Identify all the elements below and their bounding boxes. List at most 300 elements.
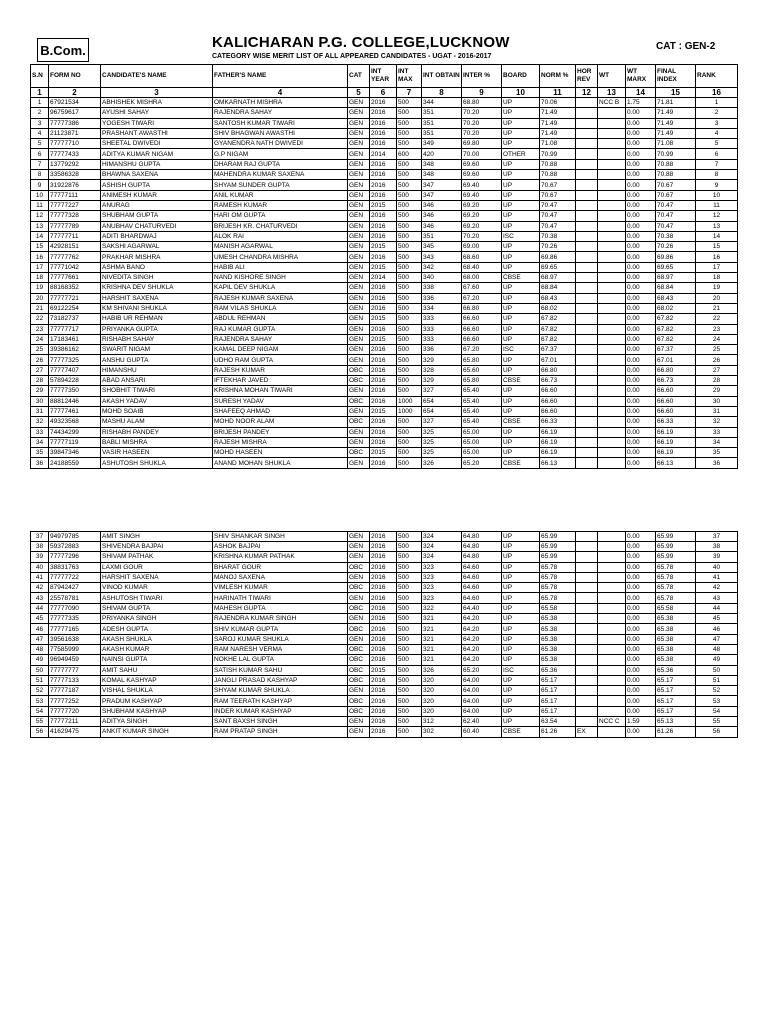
table-cell: 67.01 xyxy=(540,355,576,365)
table-cell xyxy=(598,437,626,447)
table-cell: 4 xyxy=(31,128,49,138)
table-cell: 65.00 xyxy=(462,437,502,447)
table-cell: 336 xyxy=(422,293,462,303)
table-cell: 65.13 xyxy=(656,717,696,727)
table-cell: 2016 xyxy=(370,427,397,437)
table-cell: 0.00 xyxy=(626,624,656,634)
table-cell: 64.60 xyxy=(462,572,502,582)
table-cell: 29 xyxy=(31,386,49,396)
table-cell: HIMANSHU GUPTA xyxy=(101,159,213,169)
table-cell: 420 xyxy=(422,149,462,159)
table-cell: GEN xyxy=(348,242,370,252)
table-cell: 8 xyxy=(696,170,738,180)
table-cell: 67.82 xyxy=(540,314,576,324)
table-cell: 0.00 xyxy=(626,314,656,324)
table-cell: SAKSHI AGARWAL xyxy=(101,242,213,252)
table-cell: 346 xyxy=(422,221,462,231)
table-cell: 77777111 xyxy=(49,190,101,200)
table-cell: 0.00 xyxy=(626,644,656,654)
table-cell: 2016 xyxy=(370,252,397,262)
table-cell: 324 xyxy=(422,552,462,562)
table-cell: RAM PRATAP SINGH xyxy=(213,727,348,737)
table-cell xyxy=(598,283,626,293)
table-cell: 16 xyxy=(696,252,738,262)
table-cell: 500 xyxy=(397,231,422,241)
table-cell: 500 xyxy=(397,717,422,727)
table-cell: 38831763 xyxy=(49,562,101,572)
table-cell: GEN xyxy=(348,231,370,241)
table-cell: 0.00 xyxy=(626,552,656,562)
table-cell: 500 xyxy=(397,283,422,293)
table-cell: ADITI BHARDWAJ xyxy=(101,231,213,241)
table-cell: UP xyxy=(502,448,540,458)
table-cell: GEN xyxy=(348,170,370,180)
table-cell: 65.17 xyxy=(540,696,576,706)
table-cell: 65.20 xyxy=(462,458,502,468)
table-cell: 500 xyxy=(397,727,422,737)
table-cell: UP xyxy=(502,262,540,272)
table-cell: 2016 xyxy=(370,303,397,313)
table-cell: 329 xyxy=(422,355,462,365)
table-cell xyxy=(576,211,598,221)
table-cell: RAM TEERATH KASHYAP xyxy=(213,696,348,706)
table-cell: 500 xyxy=(397,128,422,138)
table-row xyxy=(31,252,738,262)
table-cell: 500 xyxy=(397,634,422,644)
table-cell xyxy=(576,221,598,231)
table-cell: 5 xyxy=(31,139,49,149)
table-cell: 77777777 xyxy=(49,665,101,675)
table-cell: UP xyxy=(502,334,540,344)
table-cell: 0.00 xyxy=(626,406,656,416)
table-cell: 15 xyxy=(696,242,738,252)
table-cell xyxy=(598,273,626,283)
table-cell: 70.47 xyxy=(656,221,696,231)
table-cell: 65.38 xyxy=(540,634,576,644)
table-cell xyxy=(576,180,598,190)
table-cell: 69.20 xyxy=(462,200,502,210)
table-cell: OBC xyxy=(348,376,370,386)
table-cell: SHEETAL DWIVEDI xyxy=(101,139,213,149)
table-cell: 66.80 xyxy=(540,365,576,375)
table-cell: 2016 xyxy=(370,706,397,716)
table-cell: SANTOSH KUMAR TIWARI xyxy=(213,118,348,128)
table-cell xyxy=(598,531,626,541)
table-cell: 323 xyxy=(422,572,462,582)
table-cell: 2016 xyxy=(370,437,397,447)
table-cell: 1.59 xyxy=(626,717,656,727)
table-cell: UP xyxy=(502,324,540,334)
table-cell: 64.40 xyxy=(462,603,502,613)
table-row xyxy=(31,159,738,169)
table-cell: 1 xyxy=(31,98,49,108)
table-cell: UP xyxy=(502,314,540,324)
table-cell: 48 xyxy=(696,644,738,654)
table-cell: VIMLESH KUMAR xyxy=(213,583,348,593)
column-header: WT MARX xyxy=(626,65,656,88)
table-cell: 327 xyxy=(422,417,462,427)
table-cell: 71.49 xyxy=(540,108,576,118)
table-cell: AMIT SAHU xyxy=(101,665,213,675)
table-cell: 68.43 xyxy=(540,293,576,303)
table-cell: 500 xyxy=(397,376,422,386)
table-cell: 65.38 xyxy=(540,614,576,624)
table-cell: SHIVAM PATHAK xyxy=(101,552,213,562)
table-cell xyxy=(598,200,626,210)
table-cell: HARI OM GUPTA xyxy=(213,211,348,221)
table-cell: ANURAG xyxy=(101,200,213,210)
table-cell: 64.20 xyxy=(462,614,502,624)
table-cell: 0.00 xyxy=(626,562,656,572)
table-cell: ABAD ANSARI xyxy=(101,376,213,386)
table-cell: MOHD HASEEN xyxy=(213,448,348,458)
table-cell: IFTEKHAR JAVED xyxy=(213,376,348,386)
page-gap xyxy=(30,469,737,531)
table-row xyxy=(31,345,738,355)
table-cell: 2016 xyxy=(370,655,397,665)
table-cell xyxy=(576,190,598,200)
table-cell: G.P NIGAM xyxy=(213,149,348,159)
table-row xyxy=(31,139,738,149)
table-cell: UP xyxy=(502,572,540,582)
table-cell: 31922876 xyxy=(49,180,101,190)
table-cell xyxy=(598,355,626,365)
column-header: FINAL INDEX xyxy=(656,65,696,88)
column-number: 2 xyxy=(49,88,101,98)
table-cell: UP xyxy=(502,427,540,437)
table-cell: MOHD SOAIB xyxy=(101,406,213,416)
table-cell: 65.20 xyxy=(462,665,502,675)
table-cell: 2016 xyxy=(370,345,397,355)
table-cell xyxy=(576,98,598,108)
table-cell: 59372883 xyxy=(49,541,101,551)
table-cell: RAJESH KUMAR xyxy=(213,365,348,375)
table-cell: BHAWNA SAXENA xyxy=(101,170,213,180)
table-cell: ANSHU GUPTA xyxy=(101,355,213,365)
table-cell xyxy=(576,665,598,675)
table-cell: 500 xyxy=(397,221,422,231)
table-cell xyxy=(598,262,626,272)
table-cell: 500 xyxy=(397,345,422,355)
table-cell: 70.47 xyxy=(540,200,576,210)
table-cell: MAHESH GUPTA xyxy=(213,603,348,613)
table-row xyxy=(31,303,738,313)
table-cell: ASHMA BANO xyxy=(101,262,213,272)
table-cell: 67.37 xyxy=(656,345,696,355)
table-cell: 70.38 xyxy=(656,231,696,241)
table-row xyxy=(31,562,738,572)
table-cell: 55 xyxy=(696,717,738,727)
table-cell: 65.78 xyxy=(656,583,696,593)
table-row xyxy=(31,644,738,654)
table-cell xyxy=(576,283,598,293)
table-cell: 26 xyxy=(31,355,49,365)
table-cell: UP xyxy=(502,200,540,210)
table-cell: 69.20 xyxy=(462,221,502,231)
table-cell: UP xyxy=(502,108,540,118)
table-cell: 56 xyxy=(31,727,49,737)
table-cell: 65.17 xyxy=(540,706,576,716)
table-cell xyxy=(576,334,598,344)
table-cell xyxy=(598,634,626,644)
table-cell: 24 xyxy=(696,334,738,344)
column-number: 7 xyxy=(397,88,422,98)
table-cell: 348 xyxy=(422,170,462,180)
table-cell: 66.60 xyxy=(462,314,502,324)
table-cell: 67.82 xyxy=(656,324,696,334)
table-cell: 321 xyxy=(422,624,462,634)
table-cell: 32 xyxy=(31,417,49,427)
table-cell: 57894228 xyxy=(49,376,101,386)
table-cell: 65.38 xyxy=(656,634,696,644)
column-number: 5 xyxy=(348,88,370,98)
table-cell: 14 xyxy=(31,231,49,241)
table-cell: 500 xyxy=(397,686,422,696)
table-cell: 66.60 xyxy=(540,396,576,406)
table-cell: 77777386 xyxy=(49,118,101,128)
table-cell: 0.00 xyxy=(626,139,656,149)
column-header: RANK xyxy=(696,65,738,88)
table-cell: SHYAM SUNDER GUPTA xyxy=(213,180,348,190)
table-cell: 49323568 xyxy=(49,417,101,427)
table-cell xyxy=(576,572,598,582)
table-cell: 77777721 xyxy=(49,293,101,303)
table-row xyxy=(31,552,738,562)
table-cell: ASHUTOSH SHUKLA xyxy=(101,458,213,468)
table-cell: UP xyxy=(502,170,540,180)
table-cell: UP xyxy=(502,128,540,138)
table-body xyxy=(31,98,738,469)
table-cell: 68.80 xyxy=(462,98,502,108)
table-cell xyxy=(598,159,626,169)
table-row xyxy=(31,448,738,458)
table-cell: SAROJ KUMAR SHUKLA xyxy=(213,634,348,644)
table-cell: UP xyxy=(502,675,540,685)
table-cell: 0.00 xyxy=(626,293,656,303)
table-cell: 65.40 xyxy=(462,406,502,416)
table-cell: 1000 xyxy=(397,396,422,406)
table-cell: 35 xyxy=(696,448,738,458)
table-cell xyxy=(576,149,598,159)
table-cell xyxy=(598,242,626,252)
table-cell: 2016 xyxy=(370,211,397,221)
table-cell: UP xyxy=(502,644,540,654)
table-cell: ISC xyxy=(502,231,540,241)
table-cell: 77777211 xyxy=(49,717,101,727)
table-cell: 6 xyxy=(696,149,738,159)
table-cell: 500 xyxy=(397,262,422,272)
table-cell: 64.20 xyxy=(462,644,502,654)
table-cell: UMESH CHANDRA MISHRA xyxy=(213,252,348,262)
table-cell: 0.00 xyxy=(626,437,656,447)
table-cell: 0.00 xyxy=(626,149,656,159)
table-cell: 11 xyxy=(696,200,738,210)
table-cell: KOMAL KASHYAP xyxy=(101,675,213,685)
table-cell: 20 xyxy=(696,293,738,303)
table-cell: 2016 xyxy=(370,531,397,541)
table-cell: 22 xyxy=(31,314,49,324)
table-cell: 333 xyxy=(422,324,462,334)
table-cell: PRASHANT AWASTHI xyxy=(101,128,213,138)
table-cell: 0.00 xyxy=(626,355,656,365)
table-cell: 73182737 xyxy=(49,314,101,324)
table-cell: 66.73 xyxy=(540,376,576,386)
table-row xyxy=(31,190,738,200)
table-cell: 351 xyxy=(422,231,462,241)
table-cell: 345 xyxy=(422,242,462,252)
table-cell: UP xyxy=(502,365,540,375)
table-cell: BHARAT GOUR xyxy=(213,562,348,572)
table-cell xyxy=(598,572,626,582)
table-cell xyxy=(576,200,598,210)
table-cell: GEN xyxy=(348,386,370,396)
table-cell: RISHABH PANDEY xyxy=(101,427,213,437)
merit-table-part2 xyxy=(30,531,738,738)
table-cell: ASHUTOSH TIWARI xyxy=(101,593,213,603)
table-cell: 654 xyxy=(422,406,462,416)
table-cell: 52 xyxy=(31,686,49,696)
table-cell: 23 xyxy=(696,324,738,334)
table-cell: 65.78 xyxy=(656,593,696,603)
table-cell: GEN xyxy=(348,149,370,159)
table-cell: 70.20 xyxy=(462,108,502,118)
table-cell: 500 xyxy=(397,293,422,303)
table-cell: OBC xyxy=(348,417,370,427)
table-cell: 52 xyxy=(696,686,738,696)
table-cell: 23 xyxy=(31,324,49,334)
table-cell: 500 xyxy=(397,200,422,210)
table-cell: 10 xyxy=(31,190,49,200)
table-cell xyxy=(576,717,598,727)
table-cell: 351 xyxy=(422,128,462,138)
table-cell: 88168352 xyxy=(49,283,101,293)
column-header: INTER % xyxy=(462,65,502,88)
table-cell: 64.80 xyxy=(462,552,502,562)
table-cell: GEN xyxy=(348,314,370,324)
table-cell: INDER KUMAR KASHYAP xyxy=(213,706,348,716)
table-cell: 0.00 xyxy=(626,531,656,541)
table-cell: 71.49 xyxy=(656,108,696,118)
table-row xyxy=(31,427,738,437)
table-cell: ANUBHAV CHATURVEDI xyxy=(101,221,213,231)
table-cell: 8 xyxy=(31,170,49,180)
table-cell: 0.00 xyxy=(626,273,656,283)
table-cell: 2015 xyxy=(370,334,397,344)
table-cell xyxy=(598,624,626,634)
table-cell: BRIJESH KR. CHATURVEDI xyxy=(213,221,348,231)
table-cell: RAJESH MISHRA xyxy=(213,437,348,447)
table-cell: 0.00 xyxy=(626,170,656,180)
table-cell xyxy=(576,427,598,437)
table-cell xyxy=(598,386,626,396)
column-number: 6 xyxy=(370,88,397,98)
table-cell: 2016 xyxy=(370,108,397,118)
table-cell: UP xyxy=(502,252,540,262)
table-cell: 70.47 xyxy=(656,211,696,221)
table-cell: 320 xyxy=(422,706,462,716)
table-cell: MANOJ SAXENA xyxy=(213,572,348,582)
table-cell: 2016 xyxy=(370,98,397,108)
table-cell xyxy=(576,293,598,303)
table-cell: 3 xyxy=(31,118,49,128)
table-cell: 0.00 xyxy=(626,252,656,262)
table-cell: 34 xyxy=(31,437,49,447)
table-cell: OBC xyxy=(348,675,370,685)
table-cell: 500 xyxy=(397,706,422,716)
table-cell: 67.01 xyxy=(656,355,696,365)
table-cell: 77777433 xyxy=(49,149,101,159)
table-cell: 323 xyxy=(422,593,462,603)
table-cell: 500 xyxy=(397,159,422,169)
table-cell: 71.49 xyxy=(656,128,696,138)
table-cell: 2016 xyxy=(370,644,397,654)
table-cell: UP xyxy=(502,531,540,541)
table-cell: OTHER xyxy=(502,149,540,159)
table-cell: 320 xyxy=(422,686,462,696)
table-cell xyxy=(598,593,626,603)
table-cell xyxy=(598,614,626,624)
table-cell: 70.88 xyxy=(656,159,696,169)
table-cell: 0.00 xyxy=(626,572,656,582)
table-cell: GEN xyxy=(348,139,370,149)
table-cell: 2016 xyxy=(370,458,397,468)
table-cell xyxy=(576,593,598,603)
table-cell: 321 xyxy=(422,655,462,665)
table-cell: 0.00 xyxy=(626,541,656,551)
table-cell: 33 xyxy=(696,427,738,437)
table-cell: GEN xyxy=(348,458,370,468)
table-cell: 12 xyxy=(31,211,49,221)
column-header: S.N xyxy=(31,65,49,88)
table-row xyxy=(31,437,738,447)
table-cell: 67.82 xyxy=(540,324,576,334)
table-cell: KAPIL DEV SHUKLA xyxy=(213,283,348,293)
table-cell xyxy=(598,128,626,138)
table-cell: UP xyxy=(502,159,540,169)
table-cell: 39847346 xyxy=(49,448,101,458)
table-cell: 47 xyxy=(31,634,49,644)
table-cell xyxy=(576,624,598,634)
table-cell: LAXMI GOUR xyxy=(101,562,213,572)
table-cell: 50 xyxy=(31,665,49,675)
table-cell: 500 xyxy=(397,170,422,180)
table-cell: 500 xyxy=(397,303,422,313)
table-cell: 2015 xyxy=(370,665,397,675)
table-cell: 0.00 xyxy=(626,603,656,613)
table-cell: 500 xyxy=(397,572,422,582)
table-cell xyxy=(598,252,626,262)
table-cell: BABLI MISHRA xyxy=(101,437,213,447)
table-cell xyxy=(598,696,626,706)
table-cell: 66.60 xyxy=(540,386,576,396)
column-number: 10 xyxy=(502,88,540,98)
table-cell: VASIR HASEEN xyxy=(101,448,213,458)
table-cell: 324 xyxy=(422,541,462,551)
table-cell: SHIVENDRA BAJPAI xyxy=(101,541,213,551)
table-cell: 351 xyxy=(422,108,462,118)
table-cell: ABHISHEK MISHRA xyxy=(101,98,213,108)
table-cell: UP xyxy=(502,593,540,603)
table-cell: 65.99 xyxy=(540,541,576,551)
table-cell xyxy=(576,242,598,252)
table-cell: 70.67 xyxy=(540,180,576,190)
table-cell: 0.00 xyxy=(626,634,656,644)
table-cell: RISHABH SAHAY xyxy=(101,334,213,344)
table-cell: 66.60 xyxy=(462,324,502,334)
table-cell: 71.81 xyxy=(656,98,696,108)
table-cell: 600 xyxy=(397,149,422,159)
table-cell: 500 xyxy=(397,334,422,344)
